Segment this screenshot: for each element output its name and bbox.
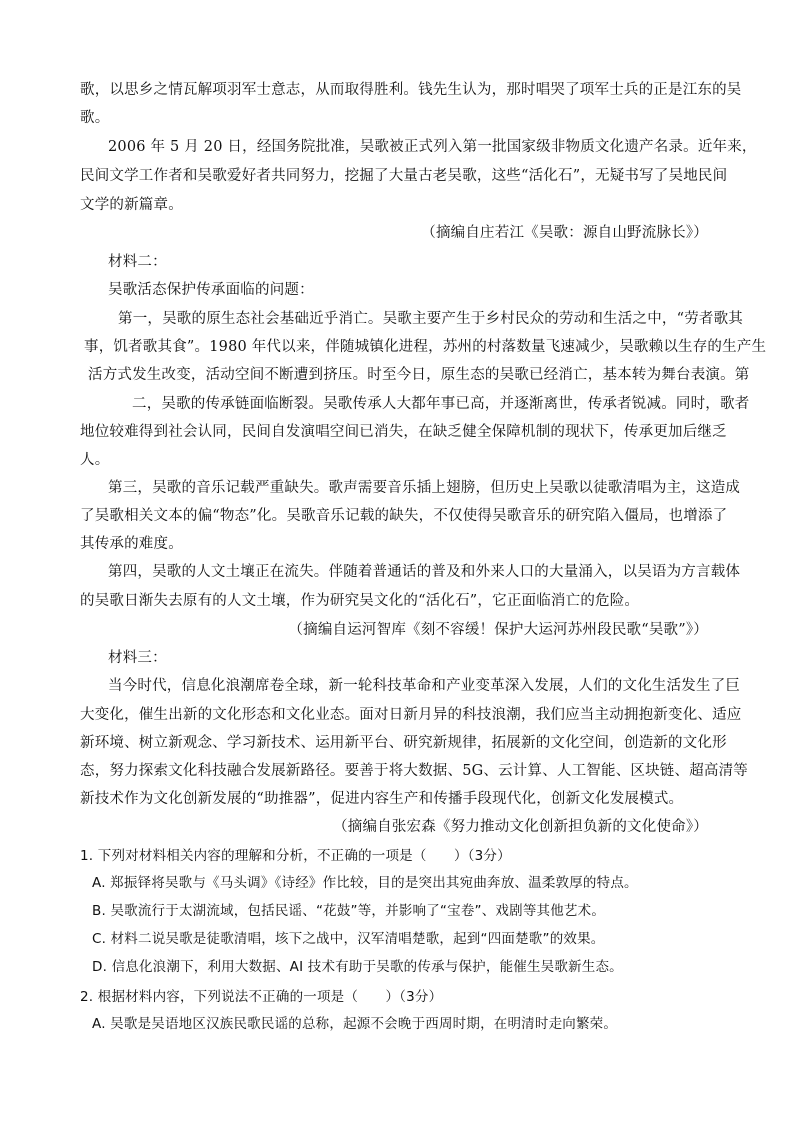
text-line: 当今时代，信息化浪潮席卷全球，新一轮科技革命和产业变革深入发展，人们的文化生活发生了巨 — [108, 678, 741, 694]
text-line: 吴歌活态保护传承面临的问题： — [108, 282, 314, 298]
text-line: 活方式发生改变，活动空间不断遭到挤压。时至今日，原生态的吴歌已经消亡，基本转为舞台表演。第 — [88, 367, 750, 383]
text-line: 第四，吴歌的人文土壤正在流失。伴随着普通话的普及和外来人口的大量涌入，以吴语为方言载体 — [108, 564, 741, 580]
material-heading: 材料二： — [108, 254, 167, 270]
material-heading: 材料三： — [108, 650, 167, 666]
question-stem: 2. 根据材料内容，下列说法不正确的一项是（ ）（3分） — [80, 989, 443, 1005]
text-line: 新技术作为文化创新发展的“助推器”，促进内容生产和传播手段现代化，创新文化发展模式。 — [80, 791, 684, 807]
text-line: 大变化，催生出新的文化形态和文化业态。面对日新月异的科技浪潮，我们应当主动拥抱新变化、适应 — [80, 707, 742, 723]
text-line: 的吴歌日渐失去原有的人文土壤，作为研究吴文化的“活化石”，它正面临消亡的危险。 — [80, 593, 640, 609]
text-line: 人。 — [80, 452, 110, 468]
text-line: 歌。 — [80, 110, 110, 126]
option-a: A. 郑振铎将吴歌与《马头调》《诗经》作比较，目的是突出其宛曲奔放、温柔敦厚的特点。 — [92, 875, 638, 891]
text-line: 文学的新篇章。 — [80, 197, 183, 213]
text-line: 第一，吴歌的原生态社会基础近乎消亡。吴歌主要产生于乡村民众的劳动和生活之中，“劳者歌其 — [118, 311, 744, 327]
text-line: 地位较难得到社会认同，民间自发演唱空间已消失，在缺乏健全保障机制的现状下，传承更加后继乏 — [80, 424, 727, 440]
text-line: 事，饥者歌其食”。1980 年代以来，伴随城镇化进程，苏州的村落数量飞速减少，吴歌赖以生存的生产生 — [84, 339, 767, 355]
source-citation: （摘编自张宏森《努力推动文化创新担负新的文化使命》） — [333, 819, 708, 835]
source-citation: （摘编自庄若江《吴歌：源自山野流脉长》） — [421, 225, 708, 241]
text-line: 新环境、树立新观念、学习新技术、运用新平台、研究新规律，拓展新的文化空间，创造新的文化形 — [80, 735, 727, 751]
option-b: B. 吴歌流行于太湖流域，包括民谣、“花鼓”等，并影响了“宝卷”、戏剧等其他艺术。 — [92, 903, 606, 919]
text-line: 态，努力探索文化科技融合发展新路径。要善于将大数据、5G、云计算、人工智能、区块链、超高清等 — [80, 763, 749, 779]
text-line: 歌，以思乡之情瓦解项羽军士意志，从而取得胜利。钱先生认为，那时唱哭了项军士兵的正是江东的吴 — [80, 82, 742, 98]
text-line: 了吴歌相关文本的偏“物态”化。吴歌音乐记载的缺失，不仅使得吴歌音乐的研究陷入僵局，也增添了 — [80, 508, 728, 524]
text-line: 第三，吴歌的音乐记载严重缺失。歌声需要音乐插上翅膀，但历史上吴歌以徒歌清唱为主，这造成 — [108, 480, 741, 496]
text-line: 二，吴歌的传承链面临断裂。吴歌传承人大都年事已高，并逐渐离世，传承者锐减。同时，歌者 — [132, 396, 750, 412]
question-stem: 1. 下列对材料相关内容的理解和分析，不正确的一项是（ ）（3分） — [80, 848, 511, 864]
source-citation: （摘编自运河智库《刻不容缓！保护大运河苏州段民歌“吴歌”》） — [288, 622, 708, 638]
text-line: 民间文学工作者和吴歌爱好者共同努力，挖掘了大量古老吴歌，这些“活化石”，无疑书写了吴地民间 — [80, 168, 728, 184]
option-d: D. 信息化浪潮下，利用大数据、AI 技术有助于吴歌的传承与保护，能催生吴歌新生态。 — [92, 959, 623, 975]
text-line: 2006 年 5 月 20 日，经国务院批准，吴歌被正式列入第一批国家级非物质文化遗产名录。近年来， — [108, 139, 757, 155]
option-a: A. 吴歌是吴语地区汉族民歌民谣的总称，起源不会晚于西周时期，在明清时走向繁荣。 — [92, 1016, 618, 1032]
text-line: 其传承的难度。 — [80, 536, 183, 552]
option-c: C. 材料二说吴歌是徒歌清唱，垓下之战中，汉军清唱楚歌，起到“四面楚歌”的效果。 — [92, 931, 605, 947]
